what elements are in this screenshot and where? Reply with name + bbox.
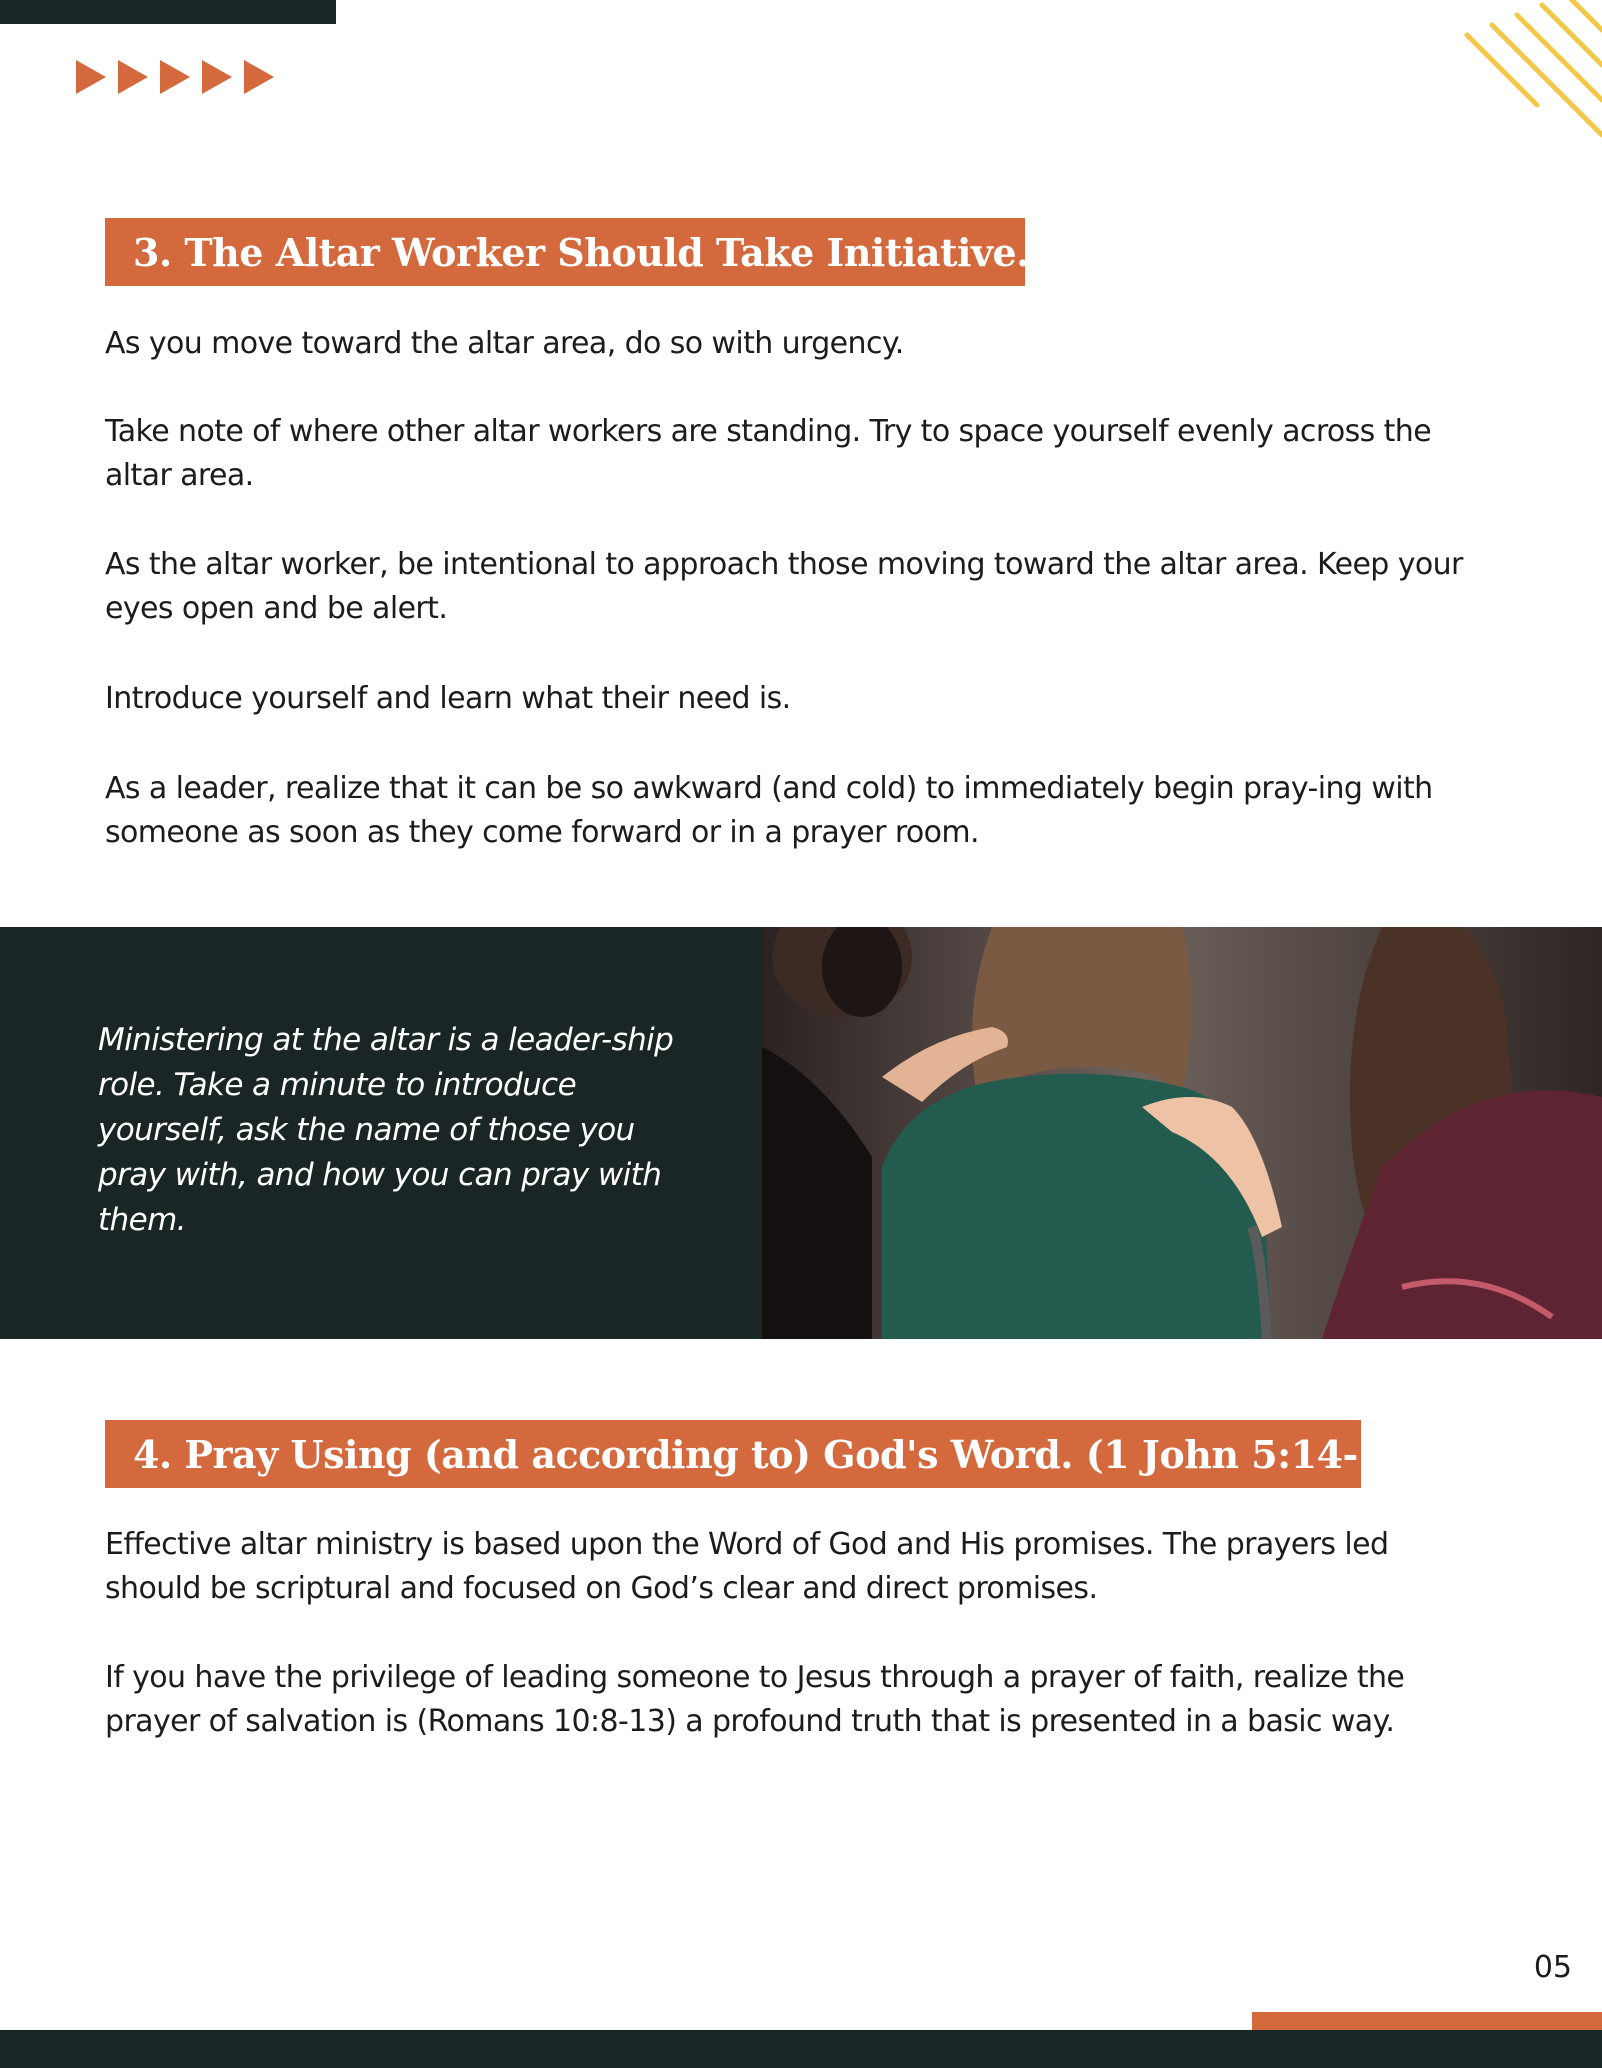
arrow-row (76, 60, 274, 94)
section-3-heading: 3. The Altar Worker Should Take Initiative. (105, 218, 1025, 286)
section-3-paragraph: As you move toward the altar area, do so with urgency. (105, 326, 904, 361)
section-3-paragraph: As the altar worker, be intentional to approach those moving toward the altar area. Keep your eyes open and be alert. (105, 547, 1463, 626)
section-3-paragraph: Introduce yourself and learn what their need is. (105, 681, 791, 716)
prayer-photo (762, 927, 1602, 1339)
play-arrow-icon (118, 60, 148, 94)
top-decorative-bar (0, 0, 336, 24)
play-arrow-icon (244, 60, 274, 94)
diagonal-stripes (1412, 0, 1602, 160)
play-arrow-icon (160, 60, 190, 94)
play-arrow-icon (76, 60, 106, 94)
section-3-paragraph: Take note of where other altar workers are standing. Try to space yourself evenly across the altar area. (105, 414, 1432, 493)
callout-quote: Ministering at the altar is a leader-ship role. Take a minute to introduce yourself, ask the name of those you pray with, and how you can pray with them. (98, 1022, 674, 1238)
section-4-paragraph: If you have the privilege of leading someone to Jesus through a prayer of faith, realize the prayer of salvation is (Romans 10:8-13) a profound truth that is presented in a basic way. (105, 1660, 1405, 1739)
section-4-paragraph: Effective altar ministry is based upon the Word of God and His promises. The prayers led should be scriptural and focused on God’s clear and direct promises. (105, 1527, 1389, 1606)
bottom-decorative-bar (0, 2030, 1602, 2068)
section-3-paragraph: As a leader, realize that it can be so awkward (and cold) to immediately begin pray-ing with someone as soon as they come forward or in a prayer room. (105, 771, 1433, 850)
play-arrow-icon (202, 60, 232, 94)
bottom-accent-bar (1252, 2012, 1602, 2030)
page-number: 05 (1533, 1950, 1572, 1985)
section-4-heading: 4. Pray Using (and according to) God's Word. (1 John 5:14-15) (105, 1420, 1361, 1488)
